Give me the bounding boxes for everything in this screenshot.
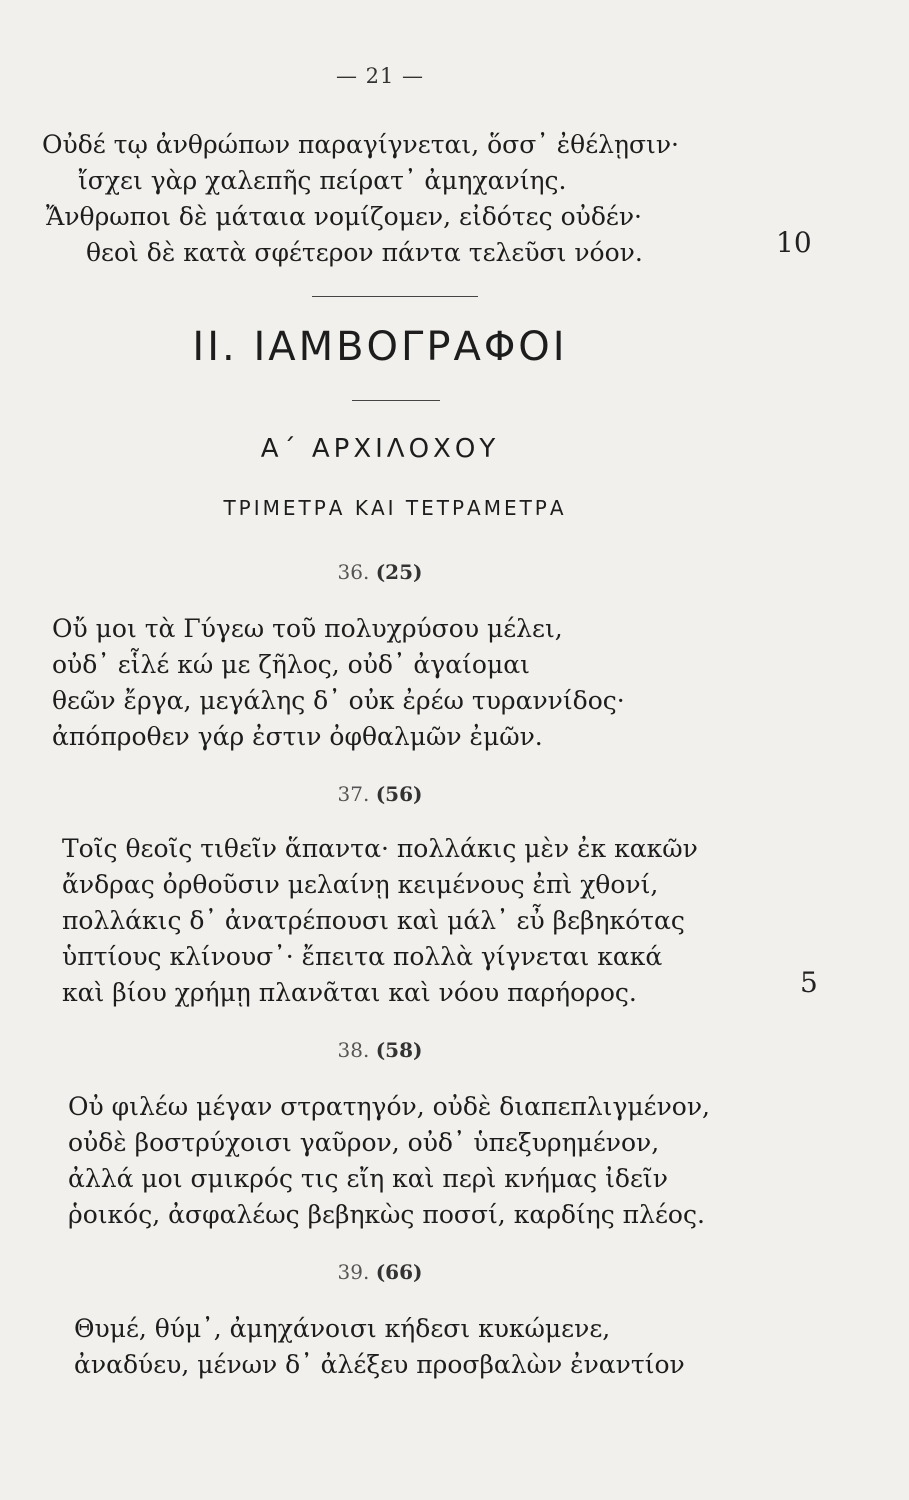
verse-line: ἴσχει γὰρ χαλεπῆς πείρατ᾽ ἀμηχανίης.	[78, 166, 567, 195]
fragment-ref: (66)	[375, 1260, 423, 1284]
fragment-num: 37.	[337, 782, 370, 806]
fragment-number	[0, 560, 760, 584]
section-divider	[312, 296, 478, 297]
verse-line: ἀλλά μοι σμικρός τις εἴη καὶ περὶ κνήμας ἰδεῖν	[68, 1164, 668, 1193]
section-title: II. ΙΑΜΒΟΓΡΑΦΟΙ	[192, 324, 568, 370]
fragment-number	[0, 1260, 760, 1284]
fragment-num: 39.	[337, 1260, 370, 1284]
verse-line: οὐδ᾽ εἷλέ κώ με ζῆλος, οὐδ᾽ ἀγαίομαι	[52, 650, 530, 679]
verse-line: καὶ βίου χρήμῃ πλανᾶται καὶ νόου παρήορος.	[62, 978, 637, 1007]
verse-line: Οὐδέ τῳ ἀνθρώπων παραγίγνεται, ὅσσ᾽ ἐθέλῃσιν·	[42, 130, 679, 159]
verse-line: ῥοικός, ἀσφαλέως βεβηκὼς ποσσί, καρδίης πλέος.	[68, 1200, 705, 1229]
verse-line: Οὐ φιλέω μέγαν στρατηγόν, οὐδὲ διαπεπλιγμένον,	[68, 1092, 711, 1121]
fragment-num: 36.	[337, 560, 370, 584]
meter-heading: ΤΡΙΜΕΤΡΑ ΚΑΙ ΤΕΤΡΑΜΕΤΡΑ	[223, 496, 567, 520]
verse-line: οὐδὲ βοστρύχοισι γαῦρον, οὐδ᾽ ὑπεξυρημένον,	[68, 1128, 660, 1157]
verse-line: θεοὶ δὲ κατὰ σφέτερον πάντα τελεῦσι νόον.	[86, 238, 643, 267]
line-number: 10	[776, 226, 812, 259]
verse-line: ἀπόπροθεν γάρ ἐστιν ὀφθαλμῶν ἐμῶν.	[52, 722, 543, 751]
verse-line: ἀναδύευ, μένων δ᾽ ἀλέξευ προσβαλὼν ἐναντίον	[74, 1350, 685, 1379]
title-divider	[352, 400, 440, 401]
fragment-ref: (58)	[375, 1038, 423, 1062]
verse-line: ἄνδρας ὀρθοῦσιν μελαίνῃ κειμένους ἐπὶ χθονί,	[62, 870, 659, 899]
author-heading: Α΄ ΑΡΧΙΛΟΧΟΥ	[260, 434, 500, 464]
verse-line: πολλάκις δ᾽ ἀνατρέπουσι καὶ μάλ᾽ εὖ βεβηκότας	[62, 906, 685, 935]
verse-line: Οὔ μοι τὰ Γύγεω τοῦ πολυχρύσου μέλει,	[52, 614, 563, 643]
verse-line: θεῶν ἔργα, μεγάλης δ᾽ οὐκ ἐρέω τυραννίδος·	[52, 686, 625, 715]
verse-line: Τοῖς θεοῖς τιθεῖν ἅπαντα· πολλάκις μὲν ἐκ κακῶν	[62, 834, 698, 863]
line-number: 5	[800, 966, 818, 999]
verse-line: Ἄνθρωποι δὲ μάταια νομίζομεν, εἰδότες οὐδέν·	[46, 202, 642, 231]
verse-line: Θυμέ, θύμ᾽, ἀμηχάνοισι κήδεσι κυκώμενε,	[74, 1314, 611, 1343]
page-number: — 21 —	[335, 64, 425, 88]
fragment-number	[0, 782, 760, 806]
fragment-ref: (56)	[375, 782, 423, 806]
fragment-num: 38.	[337, 1038, 370, 1062]
verse-line: ὑπτίους κλίνουσ᾽· ἔπειτα πολλὰ γίγνεται κακά	[62, 942, 663, 971]
fragment-number	[0, 1038, 760, 1062]
fragment-ref: (25)	[375, 560, 423, 584]
